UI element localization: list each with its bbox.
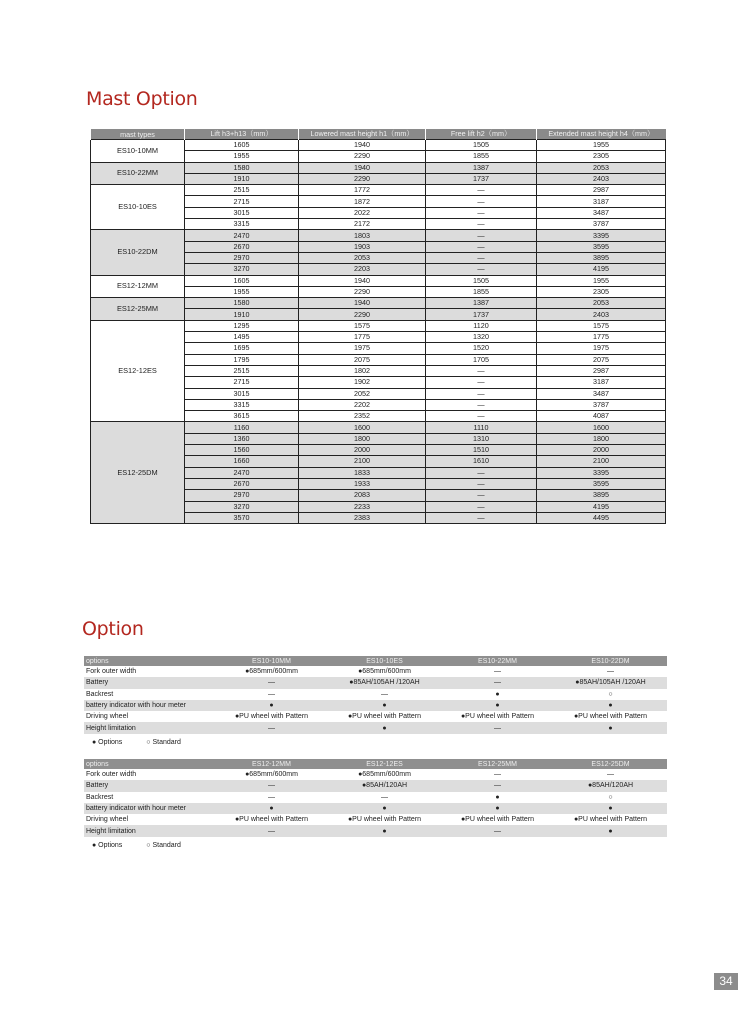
mast-value-cell: 2052 xyxy=(299,388,426,399)
option-label-cell: Battery xyxy=(84,677,215,688)
mast-value-cell: 1360 xyxy=(185,433,299,444)
mast-value-cell: 1802 xyxy=(299,365,426,376)
option-row xyxy=(84,677,667,688)
mast-value-cell: 2290 xyxy=(299,151,426,162)
mast-value-cell: 2515 xyxy=(185,365,299,376)
option-label-cell: battery indicator with hour meter xyxy=(84,700,215,711)
mast-value-cell: 4195 xyxy=(537,501,666,512)
option-value-cell: ● xyxy=(495,793,500,801)
mast-value-cell: 1800 xyxy=(299,433,426,444)
mast-value-cell: 1940 xyxy=(299,162,426,173)
option-row xyxy=(84,722,667,733)
mast-value-cell: 3487 xyxy=(537,388,666,399)
mast-value-cell: 1120 xyxy=(426,320,537,331)
option-value-cell: — xyxy=(215,722,328,733)
option-value-cell: ● xyxy=(328,722,441,733)
mast-row xyxy=(91,140,666,151)
option-value-cell: ●PU wheel with Pattern xyxy=(573,816,648,824)
mast-value-cell: — xyxy=(426,252,537,263)
mast-value-cell: 1775 xyxy=(299,332,426,343)
mast-value-cell: 1505 xyxy=(426,140,537,151)
mast-value-cell: 3787 xyxy=(537,399,666,410)
mast-value-cell: — xyxy=(426,196,537,207)
option-header-cell: ES10-10MM xyxy=(215,656,328,666)
mast-value-cell: 1737 xyxy=(426,173,537,184)
mast-option-title: Mast Option xyxy=(86,88,198,110)
mast-value-cell: 2000 xyxy=(537,445,666,456)
option-header-cell: ES12-25DM xyxy=(554,759,667,769)
mast-value-cell: 1795 xyxy=(185,354,299,365)
option-table-es10 xyxy=(84,656,667,734)
mast-value-cell: 1320 xyxy=(426,332,537,343)
mast-value-cell: 2083 xyxy=(299,490,426,501)
mast-row xyxy=(91,185,666,196)
mast-value-cell: 2100 xyxy=(299,456,426,467)
option-value-cell: ● xyxy=(328,803,441,814)
mast-value-cell: 3015 xyxy=(185,207,299,218)
mast-value-cell: 2670 xyxy=(185,241,299,252)
mast-value-cell: 4195 xyxy=(537,264,666,275)
mast-value-cell: 2053 xyxy=(537,162,666,173)
mast-value-cell: 1295 xyxy=(185,320,299,331)
mast-value-cell: 2305 xyxy=(537,286,666,297)
option-value-cell: ● xyxy=(328,700,441,711)
mast-value-cell: 3570 xyxy=(185,512,299,523)
mast-row xyxy=(91,230,666,241)
option-row xyxy=(84,700,667,711)
option-title: Option xyxy=(82,618,144,640)
option-value-cell: ●685mm/600mm xyxy=(358,771,411,779)
mast-value-cell: 2352 xyxy=(299,411,426,422)
mast-value-cell: — xyxy=(426,411,537,422)
option-value-cell: ●685mm/600mm xyxy=(245,771,298,779)
mast-value-cell: 2403 xyxy=(537,309,666,320)
header-mast-types: mast types xyxy=(91,129,185,140)
mast-value-cell: 2202 xyxy=(299,399,426,410)
option-label-cell: Battery xyxy=(84,780,215,791)
mast-value-cell: 1605 xyxy=(185,275,299,286)
mast-option-table xyxy=(90,129,666,524)
mast-value-cell: 1955 xyxy=(537,140,666,151)
option-value-cell: ●85AH/120AH xyxy=(554,780,667,791)
legend-standard: ○ Standard xyxy=(146,842,181,849)
option-label-cell: Driving wheel xyxy=(86,816,129,824)
option-value-cell: ● xyxy=(441,700,554,711)
mast-value-cell: 2715 xyxy=(185,377,299,388)
option-value-cell: ● xyxy=(215,700,328,711)
mast-value-cell: 1660 xyxy=(185,456,299,467)
option-value-cell: — xyxy=(441,780,554,791)
option-header-row xyxy=(84,656,667,666)
mast-value-cell: 1872 xyxy=(299,196,426,207)
mast-value-cell: 2470 xyxy=(185,230,299,241)
mast-value-cell: 2075 xyxy=(299,354,426,365)
option-value-cell: ●685mm/600mm xyxy=(358,668,411,676)
mast-value-cell: 2000 xyxy=(299,445,426,456)
mast-value-cell: 1940 xyxy=(299,275,426,286)
mast-value-cell: 2305 xyxy=(537,151,666,162)
option-value-cell: ● xyxy=(215,803,328,814)
mast-value-cell: 1833 xyxy=(299,467,426,478)
mast-value-cell: 1855 xyxy=(426,151,537,162)
mast-value-cell: 1800 xyxy=(537,433,666,444)
mast-value-cell: 1510 xyxy=(426,445,537,456)
option-value-cell: ●PU wheel with Pattern xyxy=(347,816,422,824)
mast-value-cell: 1600 xyxy=(537,422,666,433)
mast-value-cell: 1310 xyxy=(426,433,537,444)
mast-value-cell: 2970 xyxy=(185,252,299,263)
mast-value-cell: 1600 xyxy=(299,422,426,433)
mast-value-cell: 3187 xyxy=(537,196,666,207)
option-value-cell: ●PU wheel with Pattern xyxy=(234,713,309,721)
header-extended-height: Extended mast height h4（mm） xyxy=(537,129,666,140)
option-value-cell: ●85AH/105AH /120AH xyxy=(554,677,667,688)
option-value-cell: — xyxy=(441,677,554,688)
mast-row xyxy=(91,162,666,173)
option-row xyxy=(84,814,667,825)
mast-value-cell: 2053 xyxy=(299,252,426,263)
mast-value-cell: 1505 xyxy=(426,275,537,286)
option-row xyxy=(84,711,667,722)
option-value-cell: — xyxy=(607,668,614,676)
option-row xyxy=(84,825,667,836)
option-row xyxy=(84,769,667,780)
mast-value-cell: 1605 xyxy=(185,140,299,151)
mast-row xyxy=(91,298,666,309)
option-value-cell: ●PU wheel with Pattern xyxy=(347,713,422,721)
legend-standard: ○ Standard xyxy=(146,739,181,746)
option-value-cell: ● xyxy=(554,722,667,733)
mast-value-cell: 1520 xyxy=(426,343,537,354)
mast-value-cell: 1855 xyxy=(426,286,537,297)
mast-row xyxy=(91,275,666,286)
mast-value-cell: 3595 xyxy=(537,241,666,252)
mast-value-cell: — xyxy=(426,241,537,252)
mast-value-cell: 1580 xyxy=(185,298,299,309)
mast-value-cell: 1955 xyxy=(185,151,299,162)
mast-value-cell: 2053 xyxy=(537,298,666,309)
option-row xyxy=(84,803,667,814)
mast-value-cell: 2987 xyxy=(537,365,666,376)
option-value-cell: — xyxy=(494,668,501,676)
option-value-cell: — xyxy=(381,690,388,698)
mast-value-cell: 1575 xyxy=(299,320,426,331)
mast-value-cell: 1940 xyxy=(299,298,426,309)
mast-value-cell: — xyxy=(426,399,537,410)
mast-value-cell: 1110 xyxy=(426,422,537,433)
mast-value-cell: 1580 xyxy=(185,162,299,173)
mast-value-cell: — xyxy=(426,377,537,388)
mast-row xyxy=(91,422,666,433)
mast-value-cell: 3487 xyxy=(537,207,666,218)
option-value-cell: — xyxy=(441,825,554,836)
option-header-cell: ES12-12MM xyxy=(215,759,328,769)
option-table-es12 xyxy=(84,759,667,837)
mast-value-cell: 1940 xyxy=(299,140,426,151)
mast-value-cell: — xyxy=(426,478,537,489)
mast-model-cell: ES10-22MM xyxy=(91,162,185,185)
option-value-cell: — xyxy=(268,690,275,698)
mast-value-cell: 1695 xyxy=(185,343,299,354)
mast-value-cell: 2290 xyxy=(299,286,426,297)
page-number: 34 xyxy=(714,973,738,990)
option-value-cell: ● xyxy=(495,690,500,698)
legend-options: ● Options xyxy=(92,739,123,746)
mast-value-cell: 3015 xyxy=(185,388,299,399)
mast-model-cell: ES10-10ES xyxy=(91,185,185,230)
mast-value-cell: 1387 xyxy=(426,162,537,173)
mast-value-cell: 2022 xyxy=(299,207,426,218)
option-legend xyxy=(92,842,181,849)
mast-model-cell: ES12-12ES xyxy=(91,320,185,422)
mast-value-cell: — xyxy=(426,365,537,376)
mast-value-cell: — xyxy=(426,501,537,512)
mast-value-cell: 2470 xyxy=(185,467,299,478)
mast-value-cell: 2233 xyxy=(299,501,426,512)
option-value-cell: ●85AH/120AH xyxy=(328,780,441,791)
option-label-cell: Height limitation xyxy=(84,722,215,733)
option-header-cell: options xyxy=(84,656,215,666)
mast-value-cell: — xyxy=(426,512,537,523)
mast-value-cell: — xyxy=(426,185,537,196)
mast-value-cell: — xyxy=(426,467,537,478)
header-free-lift: Free lift h2（mm） xyxy=(426,129,537,140)
mast-value-cell: 3395 xyxy=(537,467,666,478)
mast-value-cell: 1610 xyxy=(426,456,537,467)
option-value-cell: — xyxy=(215,825,328,836)
mast-value-cell: 2715 xyxy=(185,196,299,207)
mast-value-cell: 1975 xyxy=(299,343,426,354)
mast-model-cell: ES12-25MM xyxy=(91,298,185,321)
option-value-cell: — xyxy=(494,771,501,779)
mast-value-cell: 2403 xyxy=(537,173,666,184)
mast-value-cell: 1775 xyxy=(537,332,666,343)
mast-row xyxy=(91,320,666,331)
mast-value-cell: 2290 xyxy=(299,173,426,184)
option-header-cell: ES10-10ES xyxy=(328,656,441,666)
mast-value-cell: 2970 xyxy=(185,490,299,501)
option-value-cell: ○ xyxy=(608,793,613,801)
option-value-cell: — xyxy=(215,677,328,688)
mast-value-cell: 2383 xyxy=(299,512,426,523)
option-row xyxy=(84,792,667,803)
option-legend xyxy=(92,739,181,746)
mast-value-cell: 1737 xyxy=(426,309,537,320)
option-value-cell: ● xyxy=(554,825,667,836)
option-label-cell: battery indicator with hour meter xyxy=(84,803,215,814)
option-value-cell: — xyxy=(215,780,328,791)
mast-value-cell: 3895 xyxy=(537,490,666,501)
mast-value-cell: 2172 xyxy=(299,219,426,230)
mast-value-cell: 3787 xyxy=(537,219,666,230)
mast-value-cell: — xyxy=(426,388,537,399)
mast-value-cell: 3615 xyxy=(185,411,299,422)
header-lift: Lift h3+h13（mm） xyxy=(185,129,299,140)
mast-value-cell: — xyxy=(426,490,537,501)
mast-value-cell: 3187 xyxy=(537,377,666,388)
option-header-cell: ES12-25MM xyxy=(441,759,554,769)
option-value-cell: ● xyxy=(328,825,441,836)
option-value-cell: ● xyxy=(554,803,667,814)
mast-value-cell: 3270 xyxy=(185,264,299,275)
mast-value-cell: 3315 xyxy=(185,399,299,410)
option-header-row xyxy=(84,759,667,769)
mast-value-cell: 1933 xyxy=(299,478,426,489)
option-label-cell: Backrest xyxy=(86,793,114,801)
mast-value-cell: 2100 xyxy=(537,456,666,467)
mast-value-cell: 1705 xyxy=(426,354,537,365)
option-label-cell: Fork outer width xyxy=(86,771,137,779)
option-row xyxy=(84,666,667,677)
mast-value-cell: 2670 xyxy=(185,478,299,489)
option-row xyxy=(84,689,667,700)
mast-value-cell: 4087 xyxy=(537,411,666,422)
mast-value-cell: 3270 xyxy=(185,501,299,512)
mast-value-cell: 3595 xyxy=(537,478,666,489)
option-value-cell: ●PU wheel with Pattern xyxy=(234,816,309,824)
mast-value-cell: 1772 xyxy=(299,185,426,196)
mast-value-cell: 2075 xyxy=(537,354,666,365)
mast-header-row xyxy=(91,129,666,140)
mast-value-cell: 2515 xyxy=(185,185,299,196)
mast-value-cell: 4495 xyxy=(537,512,666,523)
option-value-cell: — xyxy=(381,793,388,801)
mast-value-cell: 1160 xyxy=(185,422,299,433)
option-value-cell: ●PU wheel with Pattern xyxy=(460,713,535,721)
option-header-cell: options xyxy=(84,759,215,769)
mast-value-cell: 1910 xyxy=(185,309,299,320)
option-value-cell: ○ xyxy=(608,690,613,698)
mast-value-cell: 2987 xyxy=(537,185,666,196)
mast-value-cell: 1903 xyxy=(299,241,426,252)
mast-value-cell: 1803 xyxy=(299,230,426,241)
mast-value-cell: — xyxy=(426,219,537,230)
mast-model-cell: ES12-25DM xyxy=(91,422,185,524)
mast-value-cell: — xyxy=(426,230,537,241)
mast-value-cell: — xyxy=(426,207,537,218)
mast-value-cell: 3895 xyxy=(537,252,666,263)
option-value-cell: ● xyxy=(441,803,554,814)
header-lowered-height: Lowered mast height h1（mm） xyxy=(299,129,426,140)
mast-value-cell: 1910 xyxy=(185,173,299,184)
mast-value-cell: 1955 xyxy=(537,275,666,286)
mast-model-cell: ES10-10MM xyxy=(91,140,185,163)
mast-model-cell: ES12-12MM xyxy=(91,275,185,298)
mast-value-cell: 1955 xyxy=(185,286,299,297)
mast-value-cell: 1387 xyxy=(426,298,537,309)
option-label-cell: Backrest xyxy=(86,690,114,698)
option-value-cell: — xyxy=(441,722,554,733)
option-value-cell: ●685mm/600mm xyxy=(245,668,298,676)
option-value-cell: — xyxy=(607,771,614,779)
mast-value-cell: 1975 xyxy=(537,343,666,354)
mast-value-cell: 1575 xyxy=(537,320,666,331)
option-label-cell: Height limitation xyxy=(84,825,215,836)
mast-value-cell: 3315 xyxy=(185,219,299,230)
option-header-cell: ES10-22MM xyxy=(441,656,554,666)
option-header-cell: ES12-12ES xyxy=(328,759,441,769)
mast-value-cell: — xyxy=(426,264,537,275)
option-label-cell: Driving wheel xyxy=(86,713,129,721)
option-value-cell: — xyxy=(268,793,275,801)
mast-value-cell: 2290 xyxy=(299,309,426,320)
mast-value-cell: 1495 xyxy=(185,332,299,343)
option-value-cell: ●85AH/105AH /120AH xyxy=(328,677,441,688)
mast-value-cell: 1902 xyxy=(299,377,426,388)
mast-model-cell: ES10-22DM xyxy=(91,230,185,275)
option-row xyxy=(84,780,667,791)
option-label-cell: Fork outer width xyxy=(86,668,137,676)
mast-value-cell: 2203 xyxy=(299,264,426,275)
mast-value-cell: 1560 xyxy=(185,445,299,456)
option-header-cell: ES10-22DM xyxy=(554,656,667,666)
option-value-cell: ● xyxy=(554,700,667,711)
legend-options: ● Options xyxy=(92,842,123,849)
option-value-cell: ●PU wheel with Pattern xyxy=(573,713,648,721)
option-value-cell: ●PU wheel with Pattern xyxy=(460,816,535,824)
mast-value-cell: 3395 xyxy=(537,230,666,241)
